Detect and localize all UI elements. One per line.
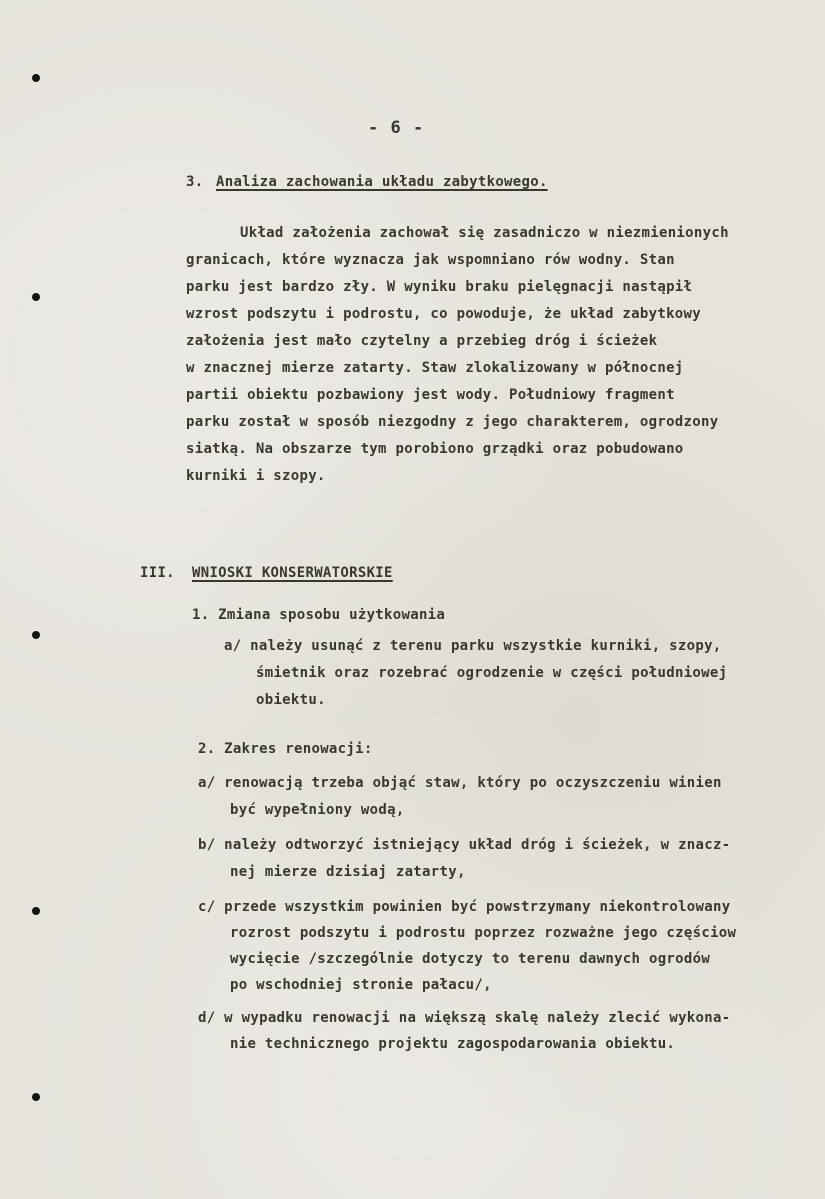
list-item-line: b/ należy odtworzyć istniejący układ dróg i ścieżek, w znacz- (198, 837, 731, 853)
paragraph-line: partii obiektu pozbawiony jest wody. Południowy fragment (186, 387, 675, 403)
list-item-line: wycięcie /szczególnie dotyczy to terenu dawnych ogrodów (230, 951, 711, 967)
list-item-line: śmietnik oraz rozebrać ogrodzenie w części południowej (256, 665, 728, 681)
list-item-line: d/ w wypadku renowacji na większą skalę należy zlecić wykona- (198, 1010, 731, 1026)
list-item-line: a/ należy usunąć z terenu parku wszystkie kurniki, szopy, (224, 638, 722, 654)
punch-hole (32, 293, 40, 301)
page-number: - 6 - (368, 118, 425, 138)
list-item-line: rozrost podszytu i podrostu poprzez rozważne jego częściow (230, 925, 737, 941)
punch-hole (32, 1093, 40, 1101)
paragraph-line: parku został w sposób niezgodny z jego charakterem, ogrodzony (186, 414, 719, 430)
list-heading: 1. Zmiana sposobu użytkowania (192, 607, 446, 623)
paragraph-line: parku jest bardzo zły. W wyniku braku pielęgnacji nastąpił (186, 279, 693, 295)
punch-hole (32, 907, 40, 915)
section-heading: Analiza zachowania układu zabytkowego. (216, 174, 548, 190)
list-item-line: obiektu. (256, 692, 326, 708)
list-heading: 2. Zakres renowacji: (198, 741, 373, 757)
punch-hole (32, 74, 40, 82)
list-item-line: nie technicznego projektu zagospodarowania obiektu. (230, 1036, 676, 1052)
paragraph-line: siatką. Na obszarze tym porobiono grządki oraz pobudowano (186, 441, 684, 457)
list-item-line: po wschodniej stronie pałacu/, (230, 977, 492, 993)
section-heading: WNIOSKI KONSERWATORSKIE (192, 565, 393, 581)
list-item-line: nej mierze dzisiaj zatarty, (230, 864, 466, 880)
paragraph-line: w znacznej mierze zatarty. Staw zlokalizowany w północnej (186, 360, 684, 376)
paragraph-line: Układ założenia zachował się zasadniczo w niezmienionych (240, 225, 729, 241)
section-number: III. (140, 565, 175, 581)
list-item-line: być wypełniony wodą, (230, 802, 405, 818)
punch-hole (32, 631, 40, 639)
paragraph-line: założenia jest mało czytelny a przebieg dróg i ścieżek (186, 333, 658, 349)
section-number: 3. (186, 174, 204, 190)
list-item-line: c/ przede wszystkim powinien być powstrzymany niekontrolowany (198, 899, 731, 915)
paragraph-line: granicach, które wyznacza jak wspomniano rów wodny. Stan (186, 252, 675, 268)
paragraph-line: kurniki i szopy. (186, 468, 326, 484)
list-item-line: a/ renowacją trzeba objąć staw, który po oczyszczeniu winien (198, 775, 722, 791)
paragraph-line: wzrost podszytu i podrostu, co powoduje, że układ zabytkowy (186, 306, 701, 322)
